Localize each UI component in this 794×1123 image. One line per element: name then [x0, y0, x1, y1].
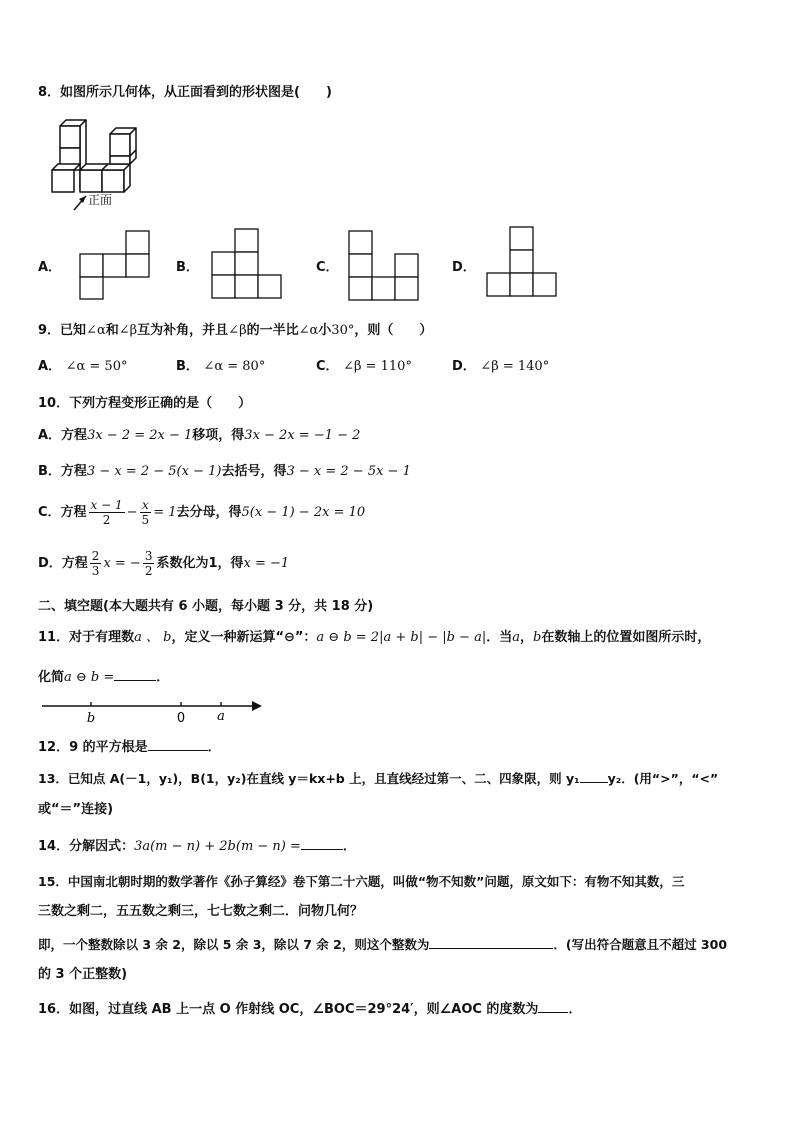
q8-option-d-figure — [485, 226, 559, 298]
q8-front-label: 正面 — [88, 193, 113, 207]
q13-line1: 13．已知点 A(－1，y₁)，B(1，y₂)在直线 y＝kx+b 上，且直线经过第一、二、四象限，则 y₁ y₂．(用“>”，“<” — [38, 771, 719, 786]
q13-line2: 或“＝”连接) — [38, 802, 114, 817]
q8-option-c-figure — [347, 230, 421, 302]
q11-answer-blank — [114, 667, 156, 681]
q13-answer-blank — [580, 769, 608, 783]
q8-option-a-figure — [78, 230, 152, 300]
axis-label-0: 0 — [176, 711, 186, 724]
q8-option-b-figure — [210, 228, 284, 300]
section-2-heading: 二、填空题(本大题共有 6 小题，每小题 3 分，共 18 分) — [38, 599, 374, 614]
q9-option-a: A． ∠α = 50° — [38, 359, 128, 374]
q8-option-a-label: A． — [38, 260, 62, 275]
q9-option-b: B． ∠α = 80° — [176, 359, 266, 374]
arrow-right-icon — [252, 701, 262, 711]
q9-option-c: C． ∠β = 110° — [316, 359, 412, 374]
q11-line1: 11．对于有理数a 、 b，定义一种新运算“⊖”：a ⊖ b = 2|a + b| − |b − a|．当a，b在数轴上的位置如图所示时， — [38, 630, 711, 645]
q14-answer-blank — [301, 836, 343, 850]
q15-line4: 的 3 个正整数) — [38, 967, 128, 982]
q11-number-line — [40, 694, 264, 724]
q10-option-b: B．方程3 − x = 2 − 5(x − 1)去括号，得3 − x = 2 − 5x − 1 — [38, 464, 411, 479]
q10-stem: 10．下列方程变形正确的是（ ） — [38, 396, 252, 411]
q14: 14．分解因式：3a(m − n) + 2b(m − n) = ． — [38, 836, 356, 856]
axis-label-a: a — [217, 709, 225, 724]
axis-label-b: b — [86, 711, 96, 724]
q9-option-d: D． ∠β = 140° — [452, 359, 550, 374]
q10-option-c: C．方程 $\frac{x - 1}{2}$ − $\frac{x}{5}$ = 1去分母，得5(x − 1) − 2x = 10 — [38, 498, 366, 527]
q10-option-a: A．方程3x − 2 = 2x − 1移项，得3x − 2x = −1 − 2 — [38, 428, 361, 443]
q8-option-d-label: D． — [452, 260, 476, 275]
q8-option-b-label: B． — [176, 260, 199, 275]
q12-answer-blank — [148, 737, 208, 751]
q8-option-c-label: C． — [316, 260, 339, 275]
q15-answer-blank — [429, 935, 553, 949]
q8-stem: 8．如图所示几何体，从正面看到的形状图是( ) — [38, 85, 332, 100]
q15-line2: 三数之剩二，五五数之剩三，七七数之剩二．问物几何？ — [38, 904, 364, 919]
q16: 16．如图，过直线 AB 上一点 O 作射线 OC，∠BOC＝29°24′，则∠AOC 的度数为 ． — [38, 999, 581, 1019]
q9-stem: 9．已知∠α和∠β互为补角，并且∠β的一半比∠α小30°，则（ ） — [38, 323, 433, 338]
q15-line3: 即，一个整数除以 3 余 2，除以 5 余 3，除以 7 余 2，则这个整数为 ．(写出符合题意且不超过 300 — [38, 937, 728, 952]
q16-answer-blank — [538, 999, 568, 1013]
q12: 12．9 的平方根是 ． — [38, 737, 221, 757]
q11-line2: 化简a ⊖ b = ． — [38, 667, 169, 687]
q10-option-d: D．方程 $\frac{2}{3}$ x = − $\frac{3}{2}$ 系数化为1，得x = −1 — [38, 549, 290, 578]
q15-line1: 15．中国南北朝时期的数学著作《孙子算经》卷下第二十六题，叫做“物不知数”问题，原文如下：有物不知其数，三 — [38, 874, 685, 889]
